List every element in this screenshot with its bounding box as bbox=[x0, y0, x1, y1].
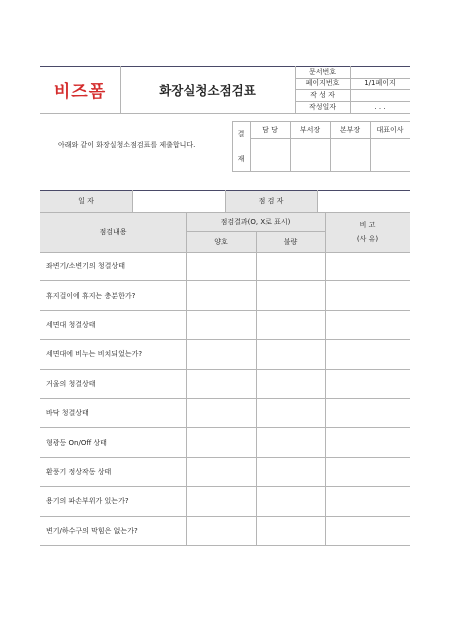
meta-label-doc-no: 문서번호 bbox=[308, 67, 337, 76]
brand-logo: 비즈폼 bbox=[53, 82, 107, 102]
row-bad-cell[interactable] bbox=[256, 370, 325, 398]
row-remarks-cell[interactable] bbox=[325, 311, 410, 339]
table-row bbox=[40, 399, 410, 428]
signature-box-ceo[interactable] bbox=[370, 138, 410, 171]
row-bad-cell[interactable] bbox=[256, 428, 325, 456]
table-row bbox=[40, 428, 410, 457]
page-title: 화장실청소점검표 bbox=[159, 82, 256, 98]
meta-value-doc-no bbox=[350, 66, 410, 78]
row-bad-cell[interactable] bbox=[256, 252, 325, 280]
remarks-column-header bbox=[325, 212, 410, 252]
row-bad-cell[interactable] bbox=[256, 517, 325, 545]
row-bad-cell[interactable] bbox=[256, 487, 325, 515]
row-remarks-cell[interactable] bbox=[325, 487, 410, 515]
row-bad-cell[interactable] bbox=[256, 399, 325, 427]
approval-role-staff: 담 당 bbox=[262, 125, 278, 134]
table-row bbox=[40, 340, 410, 369]
table-row bbox=[40, 370, 410, 399]
remarks-header-top: 비 고 bbox=[359, 221, 376, 229]
row-item-label: 세면대 청결상태 bbox=[46, 320, 96, 329]
row-remarks-cell[interactable] bbox=[325, 399, 410, 427]
row-item-label: 좌변기/소변기의 청결상태 bbox=[46, 262, 125, 271]
table-row bbox=[40, 517, 410, 546]
table-row bbox=[40, 281, 410, 310]
meta-label-date: 작성일자 bbox=[308, 102, 337, 111]
approval-side-label-bottom: 재 bbox=[237, 154, 245, 163]
row-bad-cell[interactable] bbox=[256, 311, 325, 339]
row-item-label: 용기의 파손부위가 있는가? bbox=[46, 497, 129, 506]
row-good-cell[interactable] bbox=[186, 370, 256, 398]
row-good-cell[interactable] bbox=[186, 517, 256, 545]
item-column-header: 점검내용 bbox=[99, 228, 127, 236]
date-label: 일 자 bbox=[78, 197, 94, 205]
row-remarks-cell[interactable] bbox=[325, 370, 410, 398]
row-item-label: 휴지걸이에 휴지는 충분한가? bbox=[46, 291, 136, 300]
row-item-label: 형광등 On/Off 상태 bbox=[46, 438, 107, 447]
meta-value-page-no: 1/1페이지 bbox=[364, 79, 396, 88]
row-good-cell[interactable] bbox=[186, 487, 256, 515]
inspector-field[interactable] bbox=[317, 190, 410, 212]
row-bad-cell[interactable] bbox=[256, 458, 325, 486]
row-remarks-cell[interactable] bbox=[325, 458, 410, 486]
row-item-label: 거울의 청결상태 bbox=[46, 379, 96, 388]
row-good-cell[interactable] bbox=[186, 340, 256, 368]
row-item-label: 변기/하수구의 막힘은 없는가? bbox=[46, 526, 138, 535]
meta-label-author: 작 성 자 bbox=[310, 90, 335, 99]
row-bad-cell[interactable] bbox=[256, 340, 325, 368]
checklist-body bbox=[40, 252, 410, 546]
row-remarks-cell[interactable] bbox=[325, 517, 410, 545]
row-remarks-cell[interactable] bbox=[325, 340, 410, 368]
header-bottom-rule bbox=[40, 113, 410, 114]
row-good-cell[interactable] bbox=[186, 252, 256, 280]
row-good-cell[interactable] bbox=[186, 458, 256, 486]
table-row bbox=[40, 252, 410, 281]
row-bad-cell[interactable] bbox=[256, 281, 325, 309]
result-column-header: 점검결과(O, X로 표시) bbox=[220, 217, 291, 226]
row-good-cell[interactable] bbox=[186, 428, 256, 456]
intro-text: 아래와 같이 화장실청소점검표를 제출합니다. bbox=[58, 141, 196, 149]
approval-role-dept-head: 부서장 bbox=[299, 125, 321, 134]
row-good-cell[interactable] bbox=[186, 281, 256, 309]
table-row bbox=[40, 487, 410, 516]
row-good-cell[interactable] bbox=[186, 399, 256, 427]
bad-column-header: 불량 bbox=[283, 237, 298, 246]
approval-role-ceo: 대표이사 bbox=[376, 125, 404, 134]
good-column-header: 양호 bbox=[214, 237, 228, 246]
table-row bbox=[40, 311, 410, 340]
row-remarks-cell[interactable] bbox=[325, 281, 410, 309]
row-item-label: 환풍기 정상작동 상태 bbox=[46, 467, 112, 476]
row-item-label: 세면대에 비누는 비치되었는가? bbox=[46, 350, 143, 359]
meta-value-author bbox=[350, 89, 410, 101]
meta-label-page-no: 페이지번호 bbox=[305, 79, 340, 88]
meta-value-date: . . . bbox=[374, 102, 386, 111]
remarks-header-bottom: (사 유) bbox=[356, 235, 379, 243]
signature-box-dept-head[interactable] bbox=[290, 138, 330, 171]
row-good-cell[interactable] bbox=[186, 311, 256, 339]
row-remarks-cell[interactable] bbox=[325, 252, 410, 280]
row-item-label: 바닥 청결상태 bbox=[46, 409, 89, 418]
table-row bbox=[40, 458, 410, 487]
row-remarks-cell[interactable] bbox=[325, 428, 410, 456]
signature-box-staff[interactable] bbox=[250, 138, 290, 171]
date-field[interactable] bbox=[132, 190, 225, 212]
approval-side-label-top: 결 bbox=[237, 129, 245, 138]
inspector-label: 점 검 자 bbox=[258, 197, 284, 205]
approval-bottom-rule bbox=[232, 171, 410, 172]
signature-box-division-head[interactable] bbox=[330, 138, 370, 171]
approval-role-division-head: 본부장 bbox=[339, 125, 361, 134]
